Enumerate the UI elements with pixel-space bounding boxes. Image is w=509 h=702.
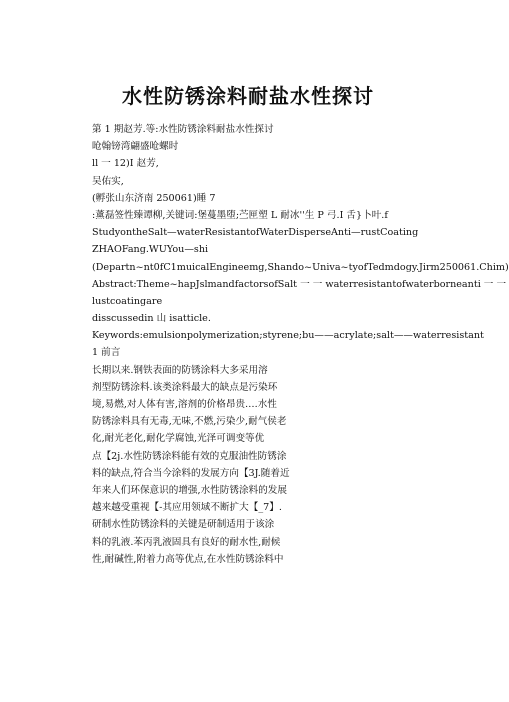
paragraph-line: (孵张山东济南 250061)睡 7 [92, 192, 216, 204]
paragraph-line: 剂型防锈涂料.该类涂料最大的缺点是污染环 [92, 381, 278, 393]
paragraph-line: 防锈涂料具有无毒,无味,不燃,污染少,耐气侯老 [92, 416, 287, 428]
paragraph-line: disscussedin 山 isatticle. [92, 313, 211, 325]
paragraph-line: 越来越受重视【-其应用领域不断扩大【_7】. [92, 502, 282, 514]
paragraph-line: lustcoatingare [92, 295, 163, 307]
document-body [92, 121, 509, 568]
paragraph-line: 性,耐碱性,附着力高等优点,在水性防锈涂料中 [92, 553, 284, 565]
paragraph-line: :薰磊签性臻谭柳,关键词:堡蔓墨堕;苎匣塑 L 耐冰''生 P 弓.I 舌}卜叶.f [92, 209, 388, 221]
paragraph-line: ll 一 12)I 赵芳, [92, 158, 159, 170]
paragraph-line: 长期以来.钢铁表面的防锈涂料大多采用溶 [92, 364, 268, 376]
paragraph-line: 呛翰镑湾翩盛呛螺时 [92, 141, 179, 153]
paragraph-line: 吴佑实, [92, 175, 124, 187]
paragraph-line: 化,耐光老化,耐化学腐蚀,光泽可调变等优 [92, 433, 265, 445]
paragraph-line: ZHAOFang.WUYou—shi [92, 244, 209, 256]
paragraph-line: Keywords:emulsionpolymerization;styrene;bu——acrylate;salt——waterresistant [92, 330, 484, 342]
paragraph-line: StudyontheSalt—waterResistantofWaterDisperseAnti—rustCoating [92, 227, 419, 239]
paragraph-line: Abstract:Theme~hapJslmandfactorsofSalt 一 一 waterresistantofwaterborneanti 一 一 [92, 278, 507, 290]
paragraph-line: 年来人们环保意识的增强,水性防锈涂料的发展 [92, 484, 287, 496]
paragraph-line: 点【2j.水性防锈涂料能有效的克服油性防锈涂 [92, 450, 287, 462]
paragraph-line: 料的缺点,符合当今涂料的发展方向【3J.随着近 [92, 467, 290, 479]
paragraph-line: 料的乳液.苯丙乳液固具有良好的耐水性,耐候 [92, 536, 281, 548]
paragraph-line: 研制水性防锈涂料的关键是研制适用于该涂 [92, 519, 275, 531]
paragraph-line: 1 前言 [92, 347, 121, 359]
paragraph-line: (Departn~nt0fC1muicalEngineemg,Shando~Univa~tyofTedmdogy.Jirm250061.Chim) [92, 261, 509, 273]
paragraph-line: 境,易燃,对人体有害,溶剂的价格昂贵….水性 [92, 399, 277, 410]
document-title: 水性防锈涂料耐盐水性探讨 [122, 84, 374, 108]
paragraph-line: 第 1 期赵芳.等:水性防锈涂料耐盐水性探讨 [92, 124, 274, 135]
